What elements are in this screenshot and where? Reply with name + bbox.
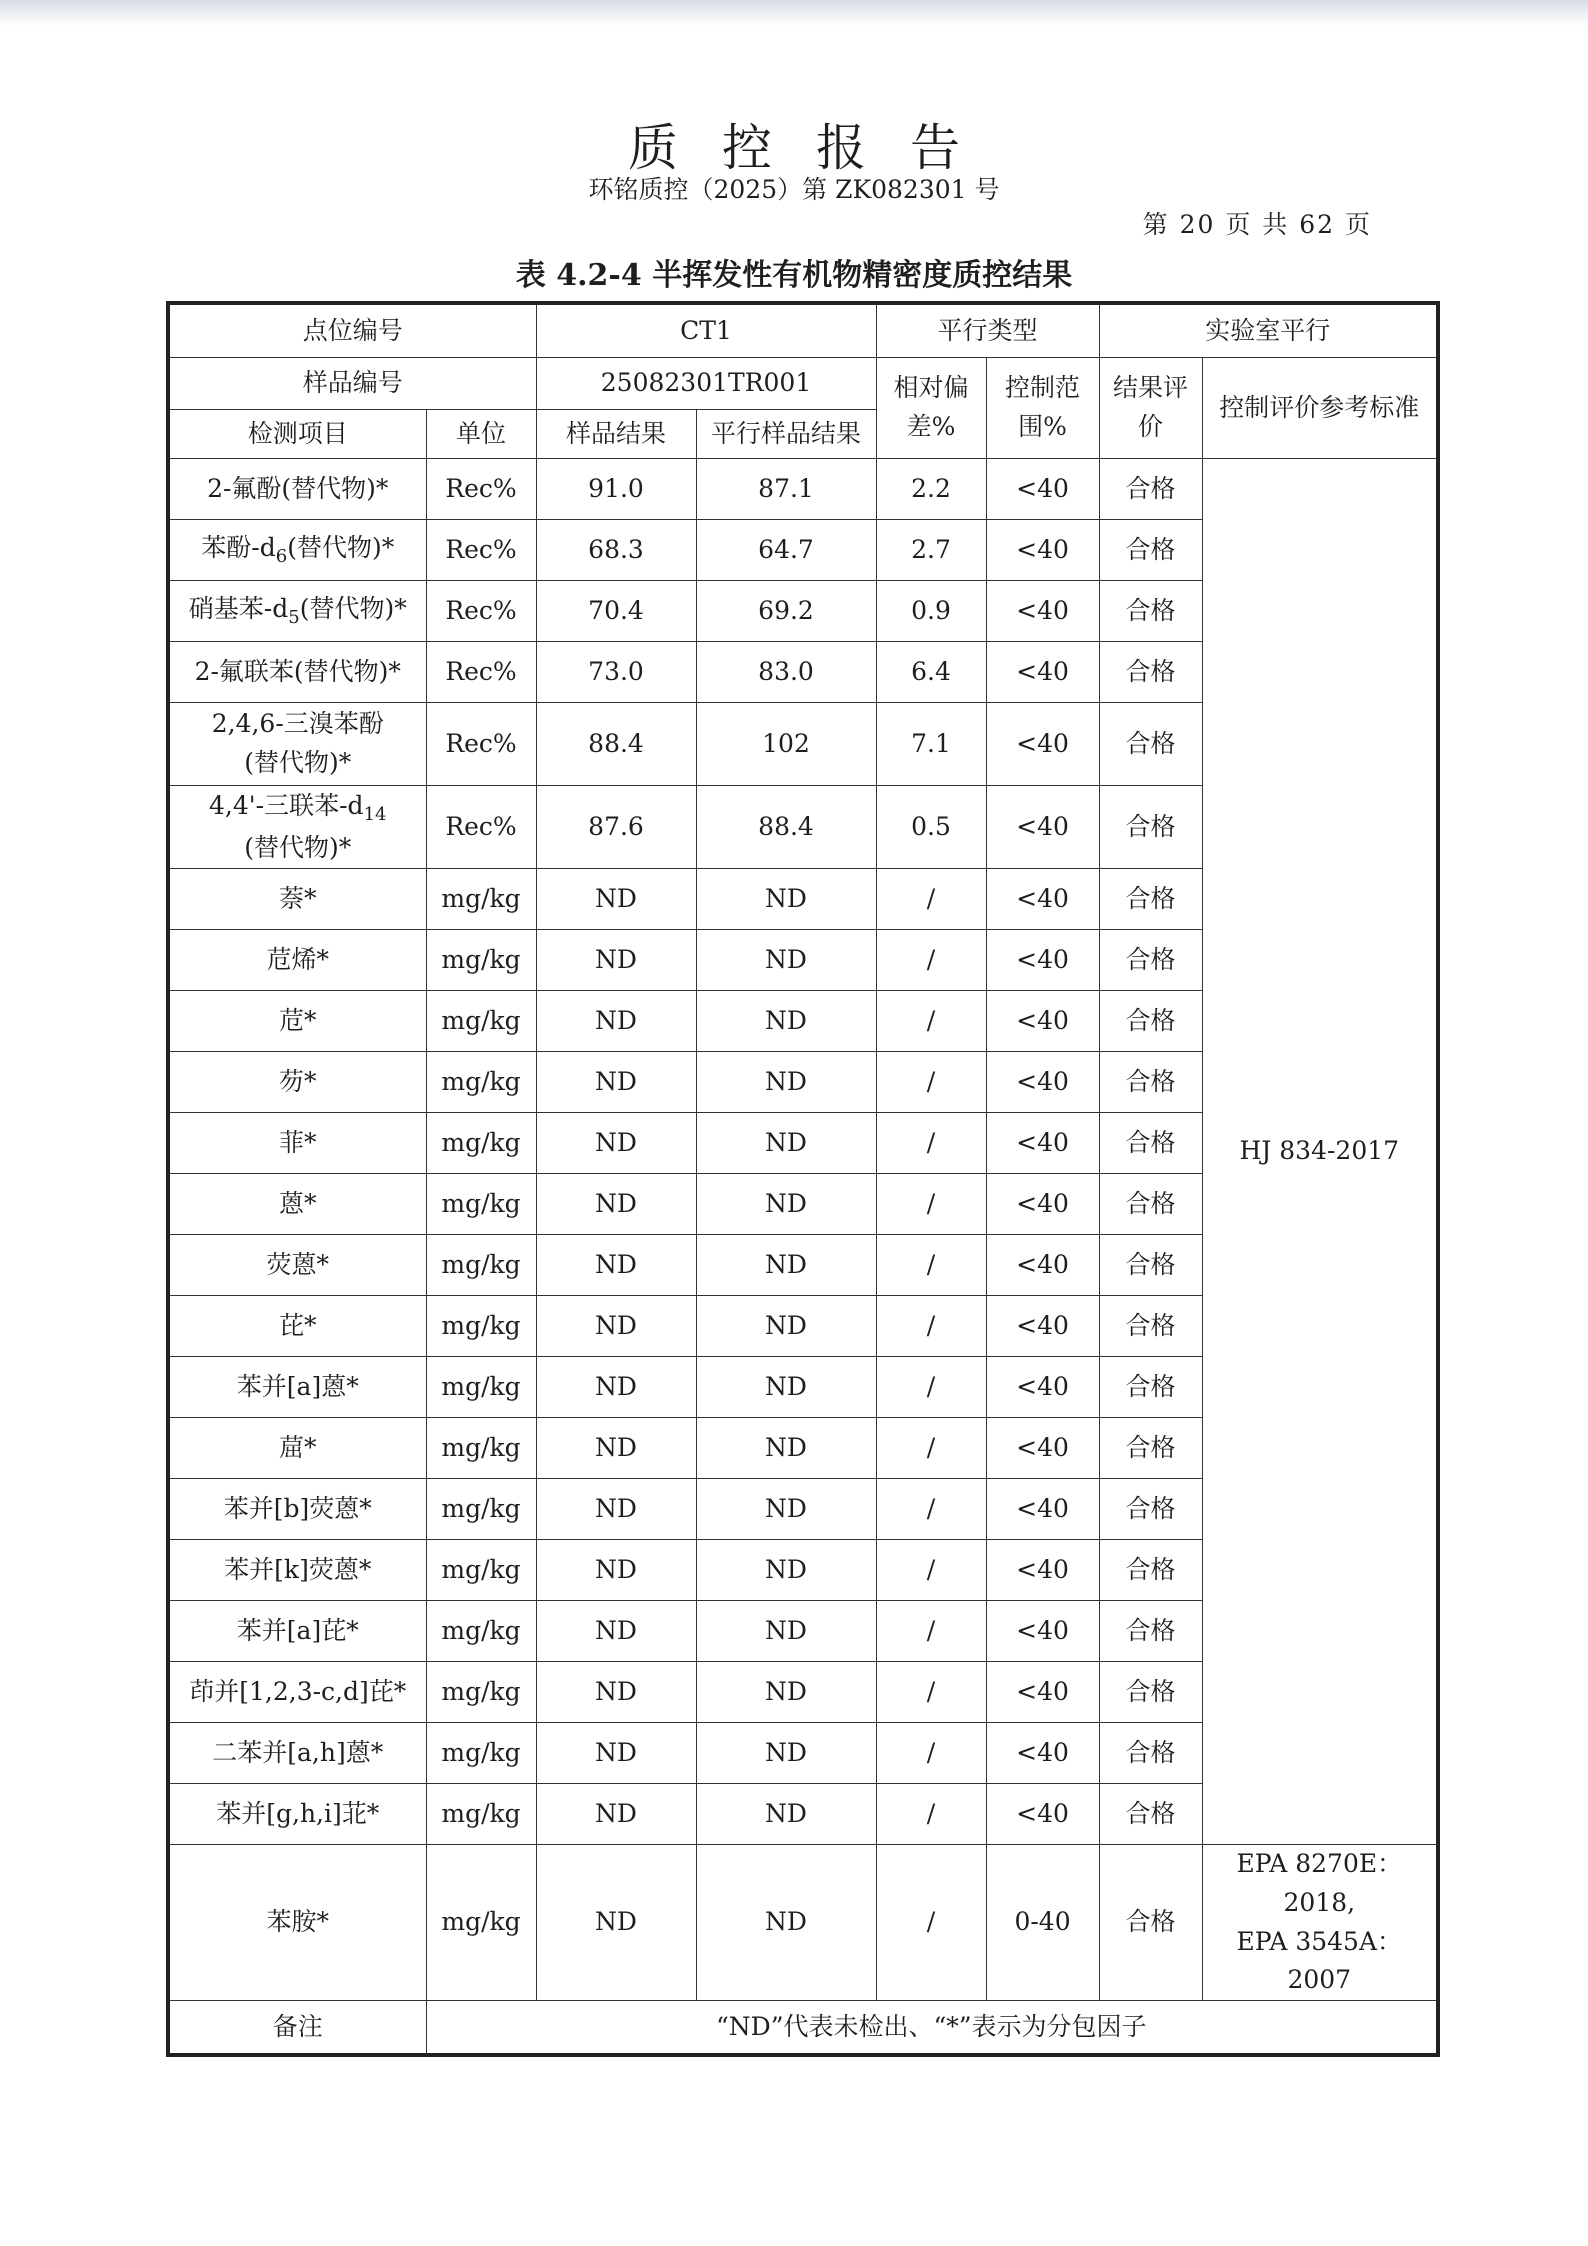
sample-cell: ND — [536, 1601, 696, 1662]
rd-cell: / — [876, 1052, 986, 1113]
parallel-cell: ND — [696, 1662, 876, 1723]
note-row — [168, 2001, 1438, 2056]
range-cell: <40 — [986, 1601, 1099, 1662]
eval-cell: 合格 — [1099, 1662, 1202, 1723]
table-title: 表 4.2-4 半挥发性有机物精密度质控结果 — [515, 258, 1073, 293]
unit-cell: mg/kg — [426, 1601, 536, 1662]
item-cell: 荧蒽* — [168, 1235, 426, 1296]
unit-cell: Rec% — [426, 786, 536, 869]
control-standard-header: 控制评价参考标准 — [1202, 358, 1438, 459]
item-subscript: 14 — [363, 803, 387, 825]
item-text-tail: (替代物)* — [299, 594, 407, 624]
parallel-cell: 69.2 — [696, 581, 876, 642]
relative-deviation-header: 相对偏差% — [876, 358, 986, 459]
table-row — [168, 1845, 1438, 2001]
sample-no-value: 25082301TR001 — [536, 358, 876, 410]
qc-precision-table — [166, 301, 1440, 2057]
unit-cell: Rec% — [426, 703, 536, 786]
item-cell — [168, 581, 426, 642]
sample-cell: ND — [536, 1174, 696, 1235]
eval-cell: 合格 — [1099, 581, 1202, 642]
sample-cell: 68.3 — [536, 520, 696, 581]
rd-cell: / — [876, 1662, 986, 1723]
range-cell: <40 — [986, 1174, 1099, 1235]
sample-cell: ND — [536, 1113, 696, 1174]
rd-cell: / — [876, 1418, 986, 1479]
rd-cell: / — [876, 1601, 986, 1662]
item-cell: 二苯并[a,h]蒽* — [168, 1723, 426, 1784]
eval-cell: 合格 — [1099, 991, 1202, 1052]
item-text: 4,4'-三联苯-d — [209, 790, 364, 820]
parallel-cell: ND — [696, 991, 876, 1052]
unit-cell: mg/kg — [426, 1174, 536, 1235]
sample-cell: ND — [536, 1479, 696, 1540]
item-text: 硝基苯-d — [188, 594, 289, 624]
unit-cell: mg/kg — [426, 1784, 536, 1845]
sample-cell: ND — [536, 1784, 696, 1845]
rd-cell: / — [876, 1479, 986, 1540]
parallel-type-label: 平行类型 — [876, 303, 1099, 358]
parallel-cell: ND — [696, 930, 876, 991]
rd-cell: 2.2 — [876, 459, 986, 520]
page-number: 第 20 页 共 62 页 — [1142, 210, 1372, 239]
parallel-cell: ND — [696, 1052, 876, 1113]
sample-result-header: 样品结果 — [536, 410, 696, 459]
parallel-cell: 83.0 — [696, 642, 876, 703]
parallel-cell: 87.1 — [696, 459, 876, 520]
point-no-value: CT1 — [536, 303, 876, 358]
parallel-cell: ND — [696, 1601, 876, 1662]
range-cell: <40 — [986, 786, 1099, 869]
parallel-cell: 88.4 — [696, 786, 876, 869]
item-cell: 茚并[1,2,3-c,d]芘* — [168, 1662, 426, 1723]
unit-cell: mg/kg — [426, 930, 536, 991]
rd-cell: / — [876, 1174, 986, 1235]
eval-cell: 合格 — [1099, 1235, 1202, 1296]
eval-cell: 合格 — [1099, 1601, 1202, 1662]
parallel-cell: 64.7 — [696, 520, 876, 581]
eval-cell: 合格 — [1099, 703, 1202, 786]
item-cell: 苊* — [168, 991, 426, 1052]
range-cell: <40 — [986, 642, 1099, 703]
item-cell: 苯并[g,h,i]苝* — [168, 1784, 426, 1845]
parallel-cell: ND — [696, 1784, 876, 1845]
range-cell: <40 — [986, 520, 1099, 581]
unit-cell: mg/kg — [426, 1113, 536, 1174]
parallel-cell: ND — [696, 1174, 876, 1235]
item-cell: 苯胺* — [168, 1845, 426, 2001]
rd-cell: 6.4 — [876, 642, 986, 703]
standard-cell-main: HJ 834-2017 — [1202, 459, 1438, 1845]
scan-edge-shading — [0, 0, 1588, 26]
sample-cell: 91.0 — [536, 459, 696, 520]
rd-cell: 0.9 — [876, 581, 986, 642]
item-text-tail: (替代物)* — [287, 533, 395, 563]
rd-cell: / — [876, 1845, 986, 2001]
sample-cell: 73.0 — [536, 642, 696, 703]
item-cell: 芘* — [168, 1296, 426, 1357]
unit-cell: mg/kg — [426, 869, 536, 930]
point-no-label: 点位编号 — [168, 303, 536, 358]
item-subscript: 5 — [288, 607, 300, 629]
sample-cell: ND — [536, 930, 696, 991]
item-text-line2: (替代物)* — [244, 832, 352, 862]
eval-cell: 合格 — [1099, 1296, 1202, 1357]
eval-cell: 合格 — [1099, 1479, 1202, 1540]
eval-cell: 合格 — [1099, 520, 1202, 581]
item-cell: 萘* — [168, 869, 426, 930]
parallel-cell: ND — [696, 1418, 876, 1479]
rd-cell: / — [876, 1357, 986, 1418]
range-cell: <40 — [986, 1662, 1099, 1723]
table-row — [168, 459, 1438, 520]
item-text: 2,4,6-三溴苯酚 — [211, 709, 384, 739]
unit-cell: mg/kg — [426, 991, 536, 1052]
rd-cell: 0.5 — [876, 786, 986, 869]
unit-cell: mg/kg — [426, 1418, 536, 1479]
item-cell — [168, 703, 426, 786]
unit-cell: mg/kg — [426, 1723, 536, 1784]
item-header: 检测项目 — [168, 410, 426, 459]
eval-cell: 合格 — [1099, 930, 1202, 991]
note-text: “ND”代表未检出、“*”表示为分包因子 — [426, 2001, 1438, 2056]
sample-cell: ND — [536, 1235, 696, 1296]
rd-cell: 2.7 — [876, 520, 986, 581]
header-row-2 — [168, 358, 1438, 410]
eval-cell: 合格 — [1099, 869, 1202, 930]
item-cell: 2-氟联苯(替代物)* — [168, 642, 426, 703]
unit-cell: mg/kg — [426, 1479, 536, 1540]
parallel-cell: ND — [696, 1479, 876, 1540]
parallel-cell: ND — [696, 869, 876, 930]
eval-cell: 合格 — [1099, 459, 1202, 520]
unit-cell: mg/kg — [426, 1845, 536, 2001]
eval-cell: 合格 — [1099, 1174, 1202, 1235]
rd-cell: / — [876, 991, 986, 1052]
rd-cell: / — [876, 1235, 986, 1296]
eval-cell: 合格 — [1099, 1357, 1202, 1418]
unit-cell: Rec% — [426, 642, 536, 703]
parallel-type-value: 实验室平行 — [1099, 303, 1438, 358]
sample-cell: 70.4 — [536, 581, 696, 642]
range-cell: <40 — [986, 991, 1099, 1052]
eval-cell: 合格 — [1099, 642, 1202, 703]
sample-cell: ND — [536, 1357, 696, 1418]
parallel-cell: ND — [696, 1845, 876, 2001]
report-title: 质控报告 — [628, 119, 1004, 177]
sample-cell: ND — [536, 991, 696, 1052]
unit-cell: Rec% — [426, 459, 536, 520]
control-range-header: 控制范围% — [986, 358, 1099, 459]
item-cell: 菲* — [168, 1113, 426, 1174]
sample-cell: ND — [536, 1845, 696, 2001]
sample-no-label: 样品编号 — [168, 358, 536, 410]
item-cell: 苯并[a]蒽* — [168, 1357, 426, 1418]
rd-cell: / — [876, 1723, 986, 1784]
unit-cell: mg/kg — [426, 1540, 536, 1601]
sample-cell: ND — [536, 869, 696, 930]
item-cell: 苊烯* — [168, 930, 426, 991]
eval-cell: 合格 — [1099, 1418, 1202, 1479]
item-cell: 蒽* — [168, 1174, 426, 1235]
range-cell: <40 — [986, 1052, 1099, 1113]
range-cell: <40 — [986, 1357, 1099, 1418]
parallel-cell: ND — [696, 1296, 876, 1357]
standard-line-1: EPA 8270E：2018, — [1236, 1849, 1403, 1917]
parallel-result-header: 平行样品结果 — [696, 410, 876, 459]
parallel-cell: ND — [696, 1723, 876, 1784]
rd-cell: / — [876, 930, 986, 991]
rd-cell: / — [876, 1784, 986, 1845]
range-cell: <40 — [986, 581, 1099, 642]
range-cell: <40 — [986, 1235, 1099, 1296]
range-cell: 0-40 — [986, 1845, 1099, 2001]
standard-cell-aniline — [1202, 1845, 1438, 2001]
item-text-line2: (替代物)* — [244, 748, 352, 777]
range-cell: <40 — [986, 1540, 1099, 1601]
sample-cell: ND — [536, 1540, 696, 1601]
result-evaluation-header: 结果评价 — [1099, 358, 1202, 459]
unit-cell: Rec% — [426, 581, 536, 642]
item-cell — [168, 520, 426, 581]
unit-cell: mg/kg — [426, 1662, 536, 1723]
parallel-cell: ND — [696, 1357, 876, 1418]
parallel-cell: ND — [696, 1540, 876, 1601]
range-cell: <40 — [986, 1113, 1099, 1174]
sample-cell: 87.6 — [536, 786, 696, 869]
range-cell: <40 — [986, 1418, 1099, 1479]
sample-cell: ND — [536, 1296, 696, 1357]
item-subscript: 6 — [275, 546, 288, 568]
item-text: 苯酚-d — [201, 533, 276, 563]
rd-cell: / — [876, 1296, 986, 1357]
item-cell: 䓛* — [168, 1418, 426, 1479]
item-cell: 苯并[a]芘* — [168, 1601, 426, 1662]
item-cell: 2-氟酚(替代物)* — [168, 459, 426, 520]
eval-cell: 合格 — [1099, 1113, 1202, 1174]
rd-cell: / — [876, 1113, 986, 1174]
parallel-cell: ND — [696, 1113, 876, 1174]
standard-line-2: EPA 3545A：2007 — [1236, 1926, 1403, 1995]
eval-cell: 合格 — [1099, 1845, 1202, 2001]
rd-cell: / — [876, 869, 986, 930]
unit-cell: mg/kg — [426, 1052, 536, 1113]
range-cell: <40 — [986, 1723, 1099, 1784]
eval-cell: 合格 — [1099, 1784, 1202, 1845]
sample-cell: ND — [536, 1052, 696, 1113]
note-label: 备注 — [168, 2001, 426, 2056]
rd-cell: / — [876, 1540, 986, 1601]
report-number: 环铭质控（2025）第 ZK082301 号 — [588, 175, 1000, 204]
unit-cell: Rec% — [426, 520, 536, 581]
unit-cell: mg/kg — [426, 1296, 536, 1357]
range-cell: <40 — [986, 1784, 1099, 1845]
unit-cell: mg/kg — [426, 1357, 536, 1418]
unit-cell: mg/kg — [426, 1235, 536, 1296]
range-cell: <40 — [986, 930, 1099, 991]
eval-cell: 合格 — [1099, 1052, 1202, 1113]
parallel-cell: 102 — [696, 703, 876, 786]
eval-cell: 合格 — [1099, 1540, 1202, 1601]
eval-cell: 合格 — [1099, 786, 1202, 869]
sample-cell: ND — [536, 1662, 696, 1723]
range-cell: <40 — [986, 703, 1099, 786]
sample-cell: ND — [536, 1418, 696, 1479]
item-cell: 苯并[k]荧蒽* — [168, 1540, 426, 1601]
item-cell: 芴* — [168, 1052, 426, 1113]
item-cell: 苯并[b]荧蒽* — [168, 1479, 426, 1540]
header-row-1 — [168, 303, 1438, 358]
sample-cell: 88.4 — [536, 703, 696, 786]
unit-header: 单位 — [426, 410, 536, 459]
range-cell: <40 — [986, 869, 1099, 930]
rd-cell: 7.1 — [876, 703, 986, 786]
range-cell: <40 — [986, 459, 1099, 520]
sample-cell: ND — [536, 1723, 696, 1784]
range-cell: <40 — [986, 1296, 1099, 1357]
item-cell — [168, 786, 426, 869]
range-cell: <40 — [986, 1479, 1099, 1540]
eval-cell: 合格 — [1099, 1723, 1202, 1784]
parallel-cell: ND — [696, 1235, 876, 1296]
